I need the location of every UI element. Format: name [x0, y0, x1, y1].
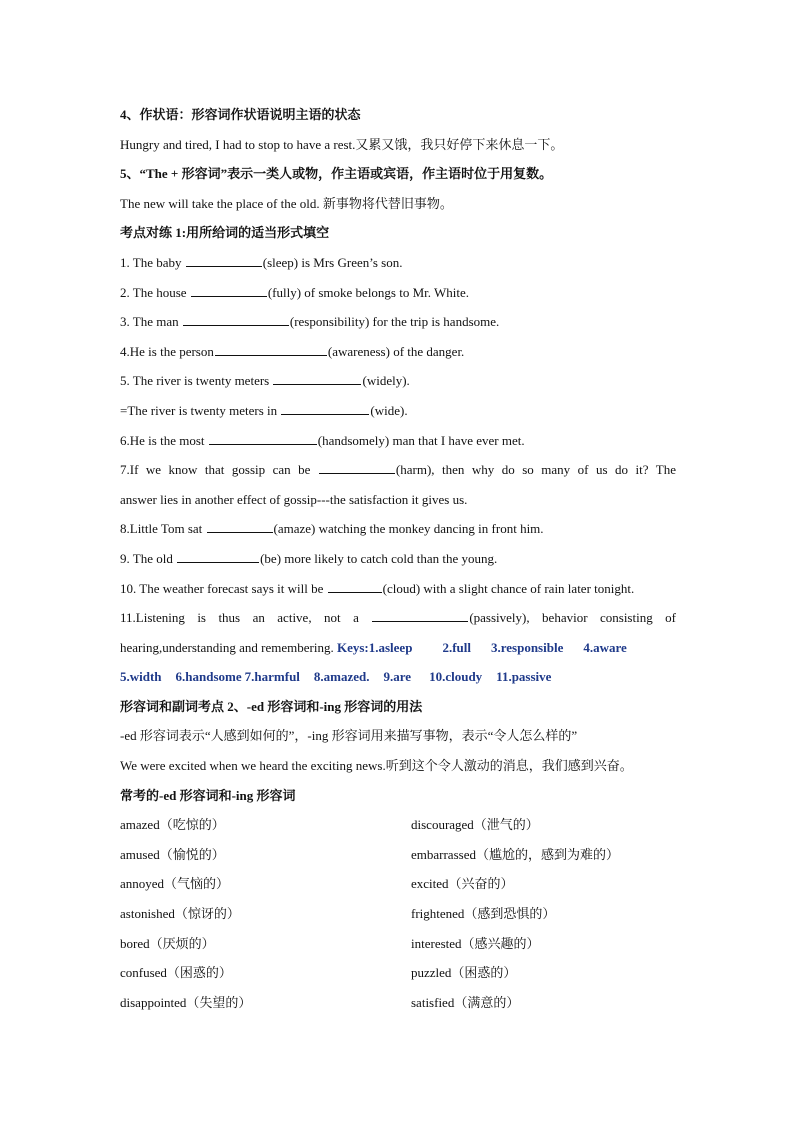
question-10: 10. The weather forecast says it will be (cloud) with a slight chance of rain later tonight. [120, 580, 635, 596]
exercise-title: 考点对练 1:用所给词的适当形式填空 [120, 225, 330, 241]
list-item: puzzled（困惑的） [411, 965, 517, 981]
question-3: 3. The man (responsibility) for the trip is handsome. [120, 314, 500, 330]
part-2-rule: -ed 形容词表示“人感到如何的”，-ing 形容词用来描写事物，表示“令人怎么样的” [120, 728, 578, 744]
part-2-heading: 形容词和副词考点 2、-ed 形容词和-ing 形容词的用法 [120, 698, 423, 714]
question-11: 11.Listening is thus an active, not a (passively), behavior consisting of [120, 610, 676, 626]
answer-blank [177, 549, 259, 563]
list-item: disappointed（失望的） [120, 994, 252, 1010]
list-item: annoyed（气恼的） [120, 876, 230, 892]
section-4-heading: 4、作状语：形容词作状语说明主语的状态 [120, 107, 361, 122]
document-page [120, 100, 676, 1017]
key-5: 5.width [120, 669, 162, 685]
question-6: 6.He is the most (handsomely) man that I have ever met. [120, 432, 525, 448]
key-11: 11.passive [496, 669, 552, 685]
answer-blank [372, 608, 468, 622]
keys-label: Keys:1.asleep [336, 639, 413, 655]
list-item: embarrassed（尴尬的，感到为难的） [411, 846, 619, 862]
key-4: 4.aware [583, 639, 627, 655]
list-item: satisfied（满意的） [411, 994, 520, 1010]
key-9: 9.are [383, 669, 412, 685]
question-2: 2. The house (fully) of smoke belongs to Mr. White. [120, 284, 470, 300]
key-2: 2.full [442, 639, 471, 655]
list-item: confused（困惑的） [120, 965, 232, 981]
question-9: 9. The old (be) more likely to catch cold than the young. [120, 550, 498, 566]
answer-blank [209, 431, 317, 445]
list-item: discouraged（泄气的） [411, 817, 539, 833]
question-5-alt: =The river is twenty meters in (wide). [120, 402, 408, 418]
answer-blank [191, 283, 267, 297]
question-4: 4.He is the person (awareness) of the danger. [120, 343, 465, 359]
keys-line-2 [120, 662, 676, 692]
list-item: amused（愉悦的） [120, 846, 225, 862]
list-item: excited（兴奋的） [411, 876, 514, 892]
question-7: 7.If we know that gossip can be (harm), then why do so many of us do it? The [120, 462, 676, 478]
answer-blank [215, 342, 327, 356]
answer-blank [183, 312, 289, 326]
list-item: frightened（感到恐惧的） [411, 906, 556, 922]
key-8: 8.amazed. [313, 669, 370, 685]
section-5-example: The new will take the place of the old. 新事物将代替旧事物。 [120, 195, 453, 211]
key-3: 3.responsible [490, 639, 564, 655]
question-1: 1. The baby (sleep) is Mrs Green’s son. [120, 254, 403, 270]
key-6: 6.handsome [175, 669, 242, 685]
section-5-heading: 5、“The + 形容词”表示一类人或物，作主语或宾语，作主语时位于用复数。 [120, 166, 553, 182]
answer-blank [281, 401, 369, 415]
answer-blank [319, 460, 395, 474]
answer-blank [273, 371, 361, 385]
list-item: astonished（惊讶的） [120, 906, 240, 922]
question-8: 8.Little Tom sat (amaze) watching the monkey dancing in front him. [120, 521, 544, 537]
answer-blank [186, 253, 262, 267]
key-10: 10.cloudy [429, 669, 483, 685]
answer-blank [328, 579, 382, 593]
list-title: 常考的-ed 形容词和-ing 形容词 [120, 787, 296, 803]
question-7-cont: answer lies in another effect of gossip---the satisfaction it gives us. [120, 491, 468, 507]
question-11-cont: hearing,understanding and remembering. Keys:1.asleep 2.full 3.responsible 4.aware [120, 639, 627, 655]
answer-blank [207, 519, 273, 533]
list-item: amazed（吃惊的） [120, 817, 225, 833]
part-2-example: We were excited when we heard the exciting news.听到这个令人激动的消息，我们感到兴奋。 [120, 758, 633, 774]
list-item: interested（感兴趣的） [411, 935, 540, 951]
key-7: 7.harmful [244, 669, 300, 685]
section-4-example: Hungry and tired, I had to stop to have a rest.又累又饿，我只好停下来休息一下。 [120, 136, 564, 152]
adjective-list [120, 810, 676, 1017]
list-item: bored（厌烦的） [120, 935, 215, 951]
question-5: 5. The river is twenty meters (widely). [120, 373, 410, 389]
